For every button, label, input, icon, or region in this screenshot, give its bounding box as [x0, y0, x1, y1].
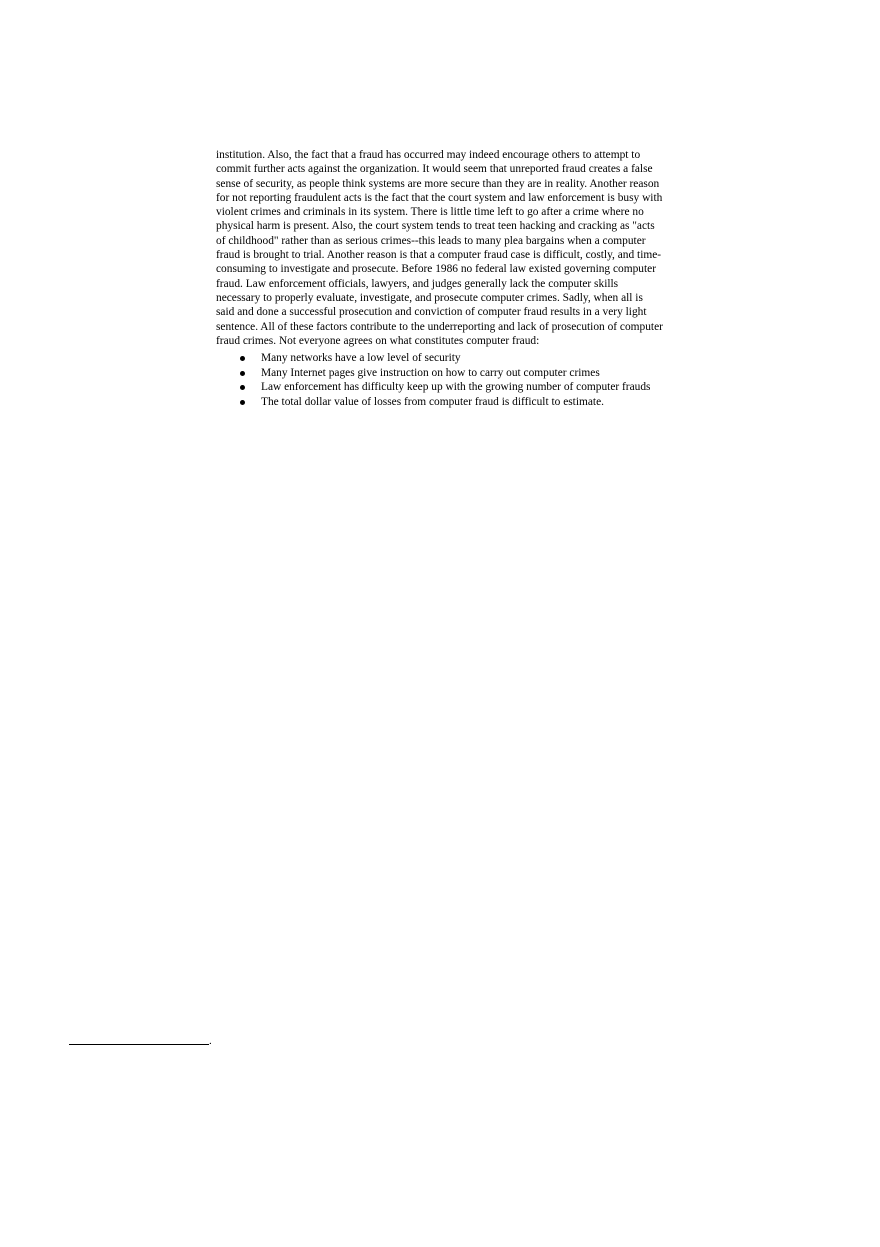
paragraph-line: commit further acts against the organization. It would seem that unreported fraud creates a false — [216, 163, 653, 176]
paragraph-line: consuming to investigate and prosecute. Before 1986 no federal law existed governing computer — [216, 263, 656, 276]
list-item-text: The total dollar value of losses from computer fraud is difficult to estimate. — [261, 395, 604, 408]
list-item-text: Many networks have a low level of security — [261, 352, 461, 364]
paragraph-line: for not reporting fraudulent acts is the fact that the court system and law enforcement is busy with — [216, 191, 663, 204]
body-paragraph — [216, 148, 716, 348]
paragraph-line: necessary to properly evaluate, investigate, and prosecute computer crimes. Sadly, when all is — [216, 291, 643, 304]
list-item — [216, 351, 716, 366]
paragraph-line: physical harm is present. Also, the court system tends to treat teen hacking and cracking as "acts — [216, 220, 655, 233]
paragraph-line: sentence. All of these factors contribute to the underreporting and lack of prosecution of computer — [216, 320, 663, 333]
paragraph-line: institution. Also, the fact that a fraud has occurred may indeed encourage others to attempt to — [216, 149, 641, 161]
footnote-mark: . — [209, 1035, 212, 1047]
list-item-text: Law enforcement has difficulty keep up with the growing number of computer frauds — [261, 381, 651, 394]
bullet-list — [216, 351, 716, 409]
bullet-icon — [240, 400, 245, 405]
paragraph-line: sense of security, as people think systems are more secure than they are in reality. Another reason — [216, 177, 660, 190]
paragraph-line: of childhood" rather than as serious crimes--this leads to many plea bargains when a computer — [216, 234, 646, 247]
paragraph-line: violent crimes and criminals in its system. There is little time left to go after a crime where no — [216, 206, 644, 219]
bullet-icon — [240, 356, 245, 361]
paragraph-line: fraud is brought to trial. Another reason is that a computer fraud case is difficult, costly, and time- — [216, 249, 662, 262]
footnote-separator — [69, 1044, 209, 1045]
bullet-icon — [240, 385, 245, 390]
list-item — [216, 366, 716, 381]
list-item-text: Many Internet pages give instruction on how to carry out computer crimes — [261, 366, 600, 379]
list-item — [216, 395, 716, 410]
list-item — [216, 380, 716, 395]
bullet-icon — [240, 371, 245, 376]
paragraph-line: fraud. Law enforcement officials, lawyers, and judges generally lack the computer skills — [216, 277, 619, 290]
paragraph-line: fraud crimes. Not everyone agrees on what constitutes computer fraud: — [216, 334, 540, 347]
paragraph-line: said and done a successful prosecution and conviction of computer fraud results in a very light — [216, 306, 647, 319]
